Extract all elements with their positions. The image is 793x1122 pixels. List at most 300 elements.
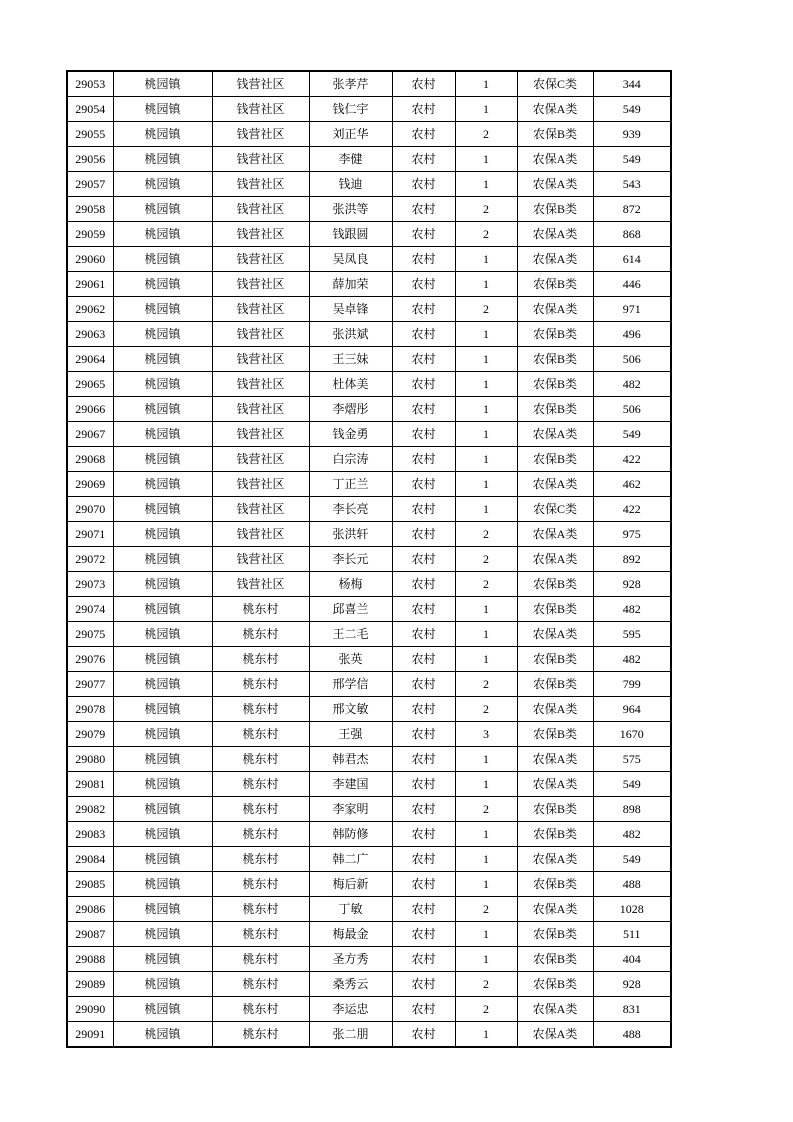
cell-town: 桃园镇 — [113, 647, 212, 672]
cell-residence-type: 农村 — [392, 197, 455, 222]
cell-insurance-category: 农保B类 — [517, 947, 593, 972]
cell-amount: 928 — [593, 972, 671, 997]
cell-residence-type: 农村 — [392, 372, 455, 397]
cell-record-id: 29073 — [67, 572, 113, 597]
cell-town: 桃园镇 — [113, 922, 212, 947]
cell-record-id: 29053 — [67, 71, 113, 97]
cell-person-name: 白宗涛 — [309, 447, 392, 472]
table-row — [67, 947, 671, 972]
cell-town: 桃园镇 — [113, 247, 212, 272]
cell-person-count: 2 — [455, 572, 517, 597]
cell-amount: 595 — [593, 622, 671, 647]
cell-person-count: 2 — [455, 672, 517, 697]
table-row — [67, 272, 671, 297]
cell-amount: 549 — [593, 97, 671, 122]
table-row — [67, 447, 671, 472]
cell-village: 桃东村 — [212, 722, 309, 747]
cell-person-name: 李健 — [309, 147, 392, 172]
cell-record-id: 29068 — [67, 447, 113, 472]
cell-residence-type: 农村 — [392, 447, 455, 472]
cell-record-id: 29055 — [67, 122, 113, 147]
cell-amount: 964 — [593, 697, 671, 722]
table-row — [67, 647, 671, 672]
table-row — [67, 222, 671, 247]
table-row — [67, 147, 671, 172]
cell-record-id: 29091 — [67, 1022, 113, 1048]
cell-insurance-category: 农保A类 — [517, 997, 593, 1022]
cell-village: 桃东村 — [212, 972, 309, 997]
cell-village: 钱营社区 — [212, 347, 309, 372]
cell-person-name: 李运忠 — [309, 997, 392, 1022]
cell-person-count: 1 — [455, 172, 517, 197]
cell-person-count: 1 — [455, 497, 517, 522]
table-row — [67, 422, 671, 447]
cell-person-name: 韩二广 — [309, 847, 392, 872]
cell-insurance-category: 农保B类 — [517, 672, 593, 697]
table-row — [67, 722, 671, 747]
cell-residence-type: 农村 — [392, 497, 455, 522]
cell-person-count: 1 — [455, 447, 517, 472]
cell-person-count: 2 — [455, 997, 517, 1022]
cell-person-count: 1 — [455, 272, 517, 297]
cell-village: 桃东村 — [212, 897, 309, 922]
table-row — [67, 622, 671, 647]
cell-town: 桃园镇 — [113, 947, 212, 972]
cell-record-id: 29066 — [67, 397, 113, 422]
cell-residence-type: 农村 — [392, 71, 455, 97]
cell-amount: 482 — [593, 597, 671, 622]
cell-town: 桃园镇 — [113, 847, 212, 872]
cell-village: 钱营社区 — [212, 472, 309, 497]
cell-record-id: 29076 — [67, 647, 113, 672]
cell-person-count: 2 — [455, 972, 517, 997]
table-row — [67, 322, 671, 347]
cell-amount: 496 — [593, 322, 671, 347]
cell-village: 钱营社区 — [212, 322, 309, 347]
cell-insurance-category: 农保B类 — [517, 447, 593, 472]
cell-person-name: 桑秀云 — [309, 972, 392, 997]
cell-amount: 549 — [593, 147, 671, 172]
cell-person-count: 1 — [455, 147, 517, 172]
cell-village: 钱营社区 — [212, 572, 309, 597]
cell-amount: 422 — [593, 447, 671, 472]
cell-insurance-category: 农保C类 — [517, 497, 593, 522]
cell-town: 桃园镇 — [113, 71, 212, 97]
cell-village: 钱营社区 — [212, 297, 309, 322]
cell-residence-type: 农村 — [392, 847, 455, 872]
cell-village: 桃东村 — [212, 647, 309, 672]
cell-person-count: 1 — [455, 322, 517, 347]
cell-insurance-category: 农保A类 — [517, 222, 593, 247]
cell-record-id: 29067 — [67, 422, 113, 447]
cell-town: 桃园镇 — [113, 372, 212, 397]
cell-residence-type: 农村 — [392, 797, 455, 822]
cell-amount: 488 — [593, 1022, 671, 1048]
table-row — [67, 547, 671, 572]
table-row — [67, 522, 671, 547]
cell-record-id: 29079 — [67, 722, 113, 747]
cell-person-count: 1 — [455, 772, 517, 797]
table-row — [67, 972, 671, 997]
cell-village: 桃东村 — [212, 747, 309, 772]
cell-town: 桃园镇 — [113, 347, 212, 372]
cell-village: 桃东村 — [212, 697, 309, 722]
cell-amount: 872 — [593, 197, 671, 222]
cell-person-count: 1 — [455, 822, 517, 847]
cell-amount: 404 — [593, 947, 671, 972]
cell-residence-type: 农村 — [392, 297, 455, 322]
cell-insurance-category: 农保B类 — [517, 822, 593, 847]
cell-record-id: 29082 — [67, 797, 113, 822]
cell-residence-type: 农村 — [392, 222, 455, 247]
cell-person-name: 杜体美 — [309, 372, 392, 397]
cell-town: 桃园镇 — [113, 597, 212, 622]
cell-residence-type: 农村 — [392, 147, 455, 172]
cell-town: 桃园镇 — [113, 572, 212, 597]
cell-village: 钱营社区 — [212, 372, 309, 397]
cell-town: 桃园镇 — [113, 897, 212, 922]
cell-village: 桃东村 — [212, 672, 309, 697]
cell-village: 钱营社区 — [212, 497, 309, 522]
cell-record-id: 29057 — [67, 172, 113, 197]
cell-town: 桃园镇 — [113, 272, 212, 297]
cell-insurance-category: 农保A类 — [517, 772, 593, 797]
cell-person-name: 王二毛 — [309, 622, 392, 647]
cell-village: 钱营社区 — [212, 397, 309, 422]
cell-town: 桃园镇 — [113, 172, 212, 197]
cell-insurance-category: 农保B类 — [517, 922, 593, 947]
cell-town: 桃园镇 — [113, 497, 212, 522]
cell-person-count: 1 — [455, 647, 517, 672]
cell-person-name: 钱迪 — [309, 172, 392, 197]
cell-person-count: 1 — [455, 622, 517, 647]
cell-town: 桃园镇 — [113, 972, 212, 997]
cell-village: 钱营社区 — [212, 222, 309, 247]
cell-person-name: 薛加荣 — [309, 272, 392, 297]
cell-record-id: 29054 — [67, 97, 113, 122]
cell-amount: 892 — [593, 547, 671, 572]
cell-village: 钱营社区 — [212, 447, 309, 472]
cell-person-count: 1 — [455, 872, 517, 897]
cell-person-name: 李长元 — [309, 547, 392, 572]
cell-town: 桃园镇 — [113, 622, 212, 647]
cell-person-name: 张二朋 — [309, 1022, 392, 1048]
cell-residence-type: 农村 — [392, 697, 455, 722]
cell-village: 桃东村 — [212, 872, 309, 897]
cell-record-id: 29062 — [67, 297, 113, 322]
cell-amount: 971 — [593, 297, 671, 322]
cell-residence-type: 农村 — [392, 547, 455, 572]
cell-village: 桃东村 — [212, 772, 309, 797]
cell-village: 钱营社区 — [212, 122, 309, 147]
cell-amount: 868 — [593, 222, 671, 247]
cell-record-id: 29081 — [67, 772, 113, 797]
cell-amount: 928 — [593, 572, 671, 597]
cell-village: 桃东村 — [212, 597, 309, 622]
cell-residence-type: 农村 — [392, 522, 455, 547]
cell-person-name: 李家明 — [309, 797, 392, 822]
table-row — [67, 747, 671, 772]
cell-insurance-category: 农保B类 — [517, 397, 593, 422]
cell-insurance-category: 农保B类 — [517, 197, 593, 222]
cell-residence-type: 农村 — [392, 822, 455, 847]
cell-village: 钱营社区 — [212, 147, 309, 172]
cell-record-id: 29070 — [67, 497, 113, 522]
cell-person-count: 1 — [455, 247, 517, 272]
cell-record-id: 29089 — [67, 972, 113, 997]
table-row — [67, 197, 671, 222]
cell-village: 桃东村 — [212, 947, 309, 972]
cell-residence-type: 农村 — [392, 997, 455, 1022]
cell-village: 钱营社区 — [212, 422, 309, 447]
cell-residence-type: 农村 — [392, 1022, 455, 1048]
cell-insurance-category: 农保C类 — [517, 71, 593, 97]
cell-insurance-category: 农保A类 — [517, 97, 593, 122]
cell-record-id: 29084 — [67, 847, 113, 872]
cell-record-id: 29061 — [67, 272, 113, 297]
cell-record-id: 29064 — [67, 347, 113, 372]
cell-insurance-category: 农保A类 — [517, 522, 593, 547]
cell-person-name: 梅最金 — [309, 922, 392, 947]
cell-person-name: 邢学信 — [309, 672, 392, 697]
cell-amount: 549 — [593, 422, 671, 447]
cell-person-count: 2 — [455, 197, 517, 222]
cell-person-name: 李建国 — [309, 772, 392, 797]
cell-amount: 975 — [593, 522, 671, 547]
cell-town: 桃园镇 — [113, 772, 212, 797]
cell-person-count: 1 — [455, 347, 517, 372]
cell-insurance-category: 农保B类 — [517, 347, 593, 372]
cell-person-count: 2 — [455, 122, 517, 147]
cell-residence-type: 农村 — [392, 772, 455, 797]
cell-residence-type: 农村 — [392, 572, 455, 597]
cell-insurance-category: 农保B类 — [517, 872, 593, 897]
cell-residence-type: 农村 — [392, 747, 455, 772]
records-table — [66, 70, 672, 1048]
cell-insurance-category: 农保A类 — [517, 547, 593, 572]
cell-village: 钱营社区 — [212, 522, 309, 547]
cell-town: 桃园镇 — [113, 297, 212, 322]
cell-record-id: 29074 — [67, 597, 113, 622]
cell-person-name: 张孝芹 — [309, 71, 392, 97]
cell-person-count: 2 — [455, 697, 517, 722]
cell-person-name: 张洪轩 — [309, 522, 392, 547]
cell-town: 桃园镇 — [113, 722, 212, 747]
cell-amount: 482 — [593, 372, 671, 397]
cell-amount: 344 — [593, 71, 671, 97]
cell-amount: 799 — [593, 672, 671, 697]
table-row — [67, 922, 671, 947]
cell-town: 桃园镇 — [113, 322, 212, 347]
cell-residence-type: 农村 — [392, 272, 455, 297]
cell-record-id: 29086 — [67, 897, 113, 922]
cell-person-count: 1 — [455, 97, 517, 122]
cell-residence-type: 农村 — [392, 672, 455, 697]
cell-record-id: 29058 — [67, 197, 113, 222]
table-row — [67, 472, 671, 497]
cell-person-name: 吴凤良 — [309, 247, 392, 272]
cell-town: 桃园镇 — [113, 147, 212, 172]
table-row — [67, 1022, 671, 1048]
cell-person-count: 2 — [455, 522, 517, 547]
cell-residence-type: 农村 — [392, 347, 455, 372]
cell-residence-type: 农村 — [392, 872, 455, 897]
cell-person-count: 1 — [455, 472, 517, 497]
cell-village: 桃东村 — [212, 997, 309, 1022]
cell-person-count: 2 — [455, 547, 517, 572]
cell-residence-type: 农村 — [392, 172, 455, 197]
cell-insurance-category: 农保A类 — [517, 472, 593, 497]
cell-insurance-category: 农保B类 — [517, 572, 593, 597]
cell-insurance-category: 农保A类 — [517, 1022, 593, 1048]
cell-town: 桃园镇 — [113, 197, 212, 222]
cell-insurance-category: 农保A类 — [517, 147, 593, 172]
cell-town: 桃园镇 — [113, 397, 212, 422]
cell-record-id: 29083 — [67, 822, 113, 847]
table-row — [67, 847, 671, 872]
cell-record-id: 29078 — [67, 697, 113, 722]
cell-village: 桃东村 — [212, 922, 309, 947]
cell-amount: 482 — [593, 647, 671, 672]
cell-village: 桃东村 — [212, 1022, 309, 1048]
table-row — [67, 872, 671, 897]
cell-village: 钱营社区 — [212, 197, 309, 222]
table-row — [67, 372, 671, 397]
cell-residence-type: 农村 — [392, 97, 455, 122]
cell-town: 桃园镇 — [113, 672, 212, 697]
cell-record-id: 29087 — [67, 922, 113, 947]
cell-amount: 614 — [593, 247, 671, 272]
cell-village: 钱营社区 — [212, 247, 309, 272]
cell-person-count: 1 — [455, 71, 517, 97]
cell-record-id: 29060 — [67, 247, 113, 272]
cell-amount: 506 — [593, 397, 671, 422]
table-row — [67, 347, 671, 372]
cell-amount: 1028 — [593, 897, 671, 922]
table-row — [67, 297, 671, 322]
cell-insurance-category: 农保B类 — [517, 122, 593, 147]
cell-town: 桃园镇 — [113, 1022, 212, 1048]
cell-insurance-category: 农保A类 — [517, 297, 593, 322]
cell-person-name: 邱喜兰 — [309, 597, 392, 622]
cell-town: 桃园镇 — [113, 822, 212, 847]
cell-person-name: 李长亮 — [309, 497, 392, 522]
cell-residence-type: 农村 — [392, 897, 455, 922]
cell-amount: 482 — [593, 822, 671, 847]
cell-town: 桃园镇 — [113, 97, 212, 122]
cell-person-name: 邢文敏 — [309, 697, 392, 722]
cell-amount: 446 — [593, 272, 671, 297]
cell-residence-type: 农村 — [392, 472, 455, 497]
cell-town: 桃园镇 — [113, 747, 212, 772]
cell-residence-type: 农村 — [392, 247, 455, 272]
cell-village: 桃东村 — [212, 847, 309, 872]
cell-insurance-category: 农保B类 — [517, 372, 593, 397]
cell-town: 桃园镇 — [113, 447, 212, 472]
cell-residence-type: 农村 — [392, 322, 455, 347]
cell-insurance-category: 农保A类 — [517, 747, 593, 772]
table-row — [67, 397, 671, 422]
cell-town: 桃园镇 — [113, 522, 212, 547]
cell-town: 桃园镇 — [113, 697, 212, 722]
cell-insurance-category: 农保B类 — [517, 272, 593, 297]
cell-record-id: 29090 — [67, 997, 113, 1022]
cell-insurance-category: 农保A类 — [517, 247, 593, 272]
cell-town: 桃园镇 — [113, 222, 212, 247]
table-row — [67, 71, 671, 97]
cell-insurance-category: 农保B类 — [517, 597, 593, 622]
cell-person-name: 圣方秀 — [309, 947, 392, 972]
cell-town: 桃园镇 — [113, 872, 212, 897]
cell-person-name: 吴卓锋 — [309, 297, 392, 322]
cell-person-name: 梅后新 — [309, 872, 392, 897]
cell-town: 桃园镇 — [113, 472, 212, 497]
cell-residence-type: 农村 — [392, 722, 455, 747]
cell-residence-type: 农村 — [392, 922, 455, 947]
cell-record-id: 29075 — [67, 622, 113, 647]
table-row — [67, 597, 671, 622]
table-row — [67, 122, 671, 147]
cell-person-count: 1 — [455, 1022, 517, 1048]
cell-town: 桃园镇 — [113, 122, 212, 147]
cell-insurance-category: 农保B类 — [517, 797, 593, 822]
cell-person-count: 1 — [455, 922, 517, 947]
cell-person-name: 王强 — [309, 722, 392, 747]
table-row — [67, 672, 671, 697]
cell-village: 钱营社区 — [212, 272, 309, 297]
cell-amount: 898 — [593, 797, 671, 822]
cell-residence-type: 农村 — [392, 647, 455, 672]
cell-person-count: 1 — [455, 847, 517, 872]
cell-record-id: 29069 — [67, 472, 113, 497]
cell-record-id: 29059 — [67, 222, 113, 247]
cell-person-name: 韩君杰 — [309, 747, 392, 772]
cell-amount: 831 — [593, 997, 671, 1022]
cell-record-id: 29077 — [67, 672, 113, 697]
cell-insurance-category: 农保B类 — [517, 722, 593, 747]
cell-residence-type: 农村 — [392, 122, 455, 147]
cell-insurance-category: 农保B类 — [517, 972, 593, 997]
table-row — [67, 247, 671, 272]
cell-person-count: 1 — [455, 397, 517, 422]
cell-record-id: 29080 — [67, 747, 113, 772]
table-row — [67, 697, 671, 722]
cell-person-name: 丁敏 — [309, 897, 392, 922]
cell-residence-type: 农村 — [392, 622, 455, 647]
cell-insurance-category: 农保A类 — [517, 172, 593, 197]
table-row — [67, 997, 671, 1022]
table-row — [67, 97, 671, 122]
cell-village: 钱营社区 — [212, 172, 309, 197]
cell-person-count: 1 — [455, 422, 517, 447]
cell-person-count: 2 — [455, 297, 517, 322]
cell-amount: 462 — [593, 472, 671, 497]
table-row — [67, 497, 671, 522]
cell-person-count: 1 — [455, 597, 517, 622]
records-table-body — [67, 71, 671, 1047]
cell-town: 桃园镇 — [113, 797, 212, 822]
cell-village: 钱营社区 — [212, 547, 309, 572]
cell-residence-type: 农村 — [392, 947, 455, 972]
cell-person-count: 2 — [455, 222, 517, 247]
table-row — [67, 772, 671, 797]
cell-person-count: 1 — [455, 947, 517, 972]
cell-person-name: 钱跟圆 — [309, 222, 392, 247]
cell-record-id: 29072 — [67, 547, 113, 572]
cell-insurance-category: 农保A类 — [517, 897, 593, 922]
cell-insurance-category: 农保B类 — [517, 647, 593, 672]
cell-amount: 939 — [593, 122, 671, 147]
